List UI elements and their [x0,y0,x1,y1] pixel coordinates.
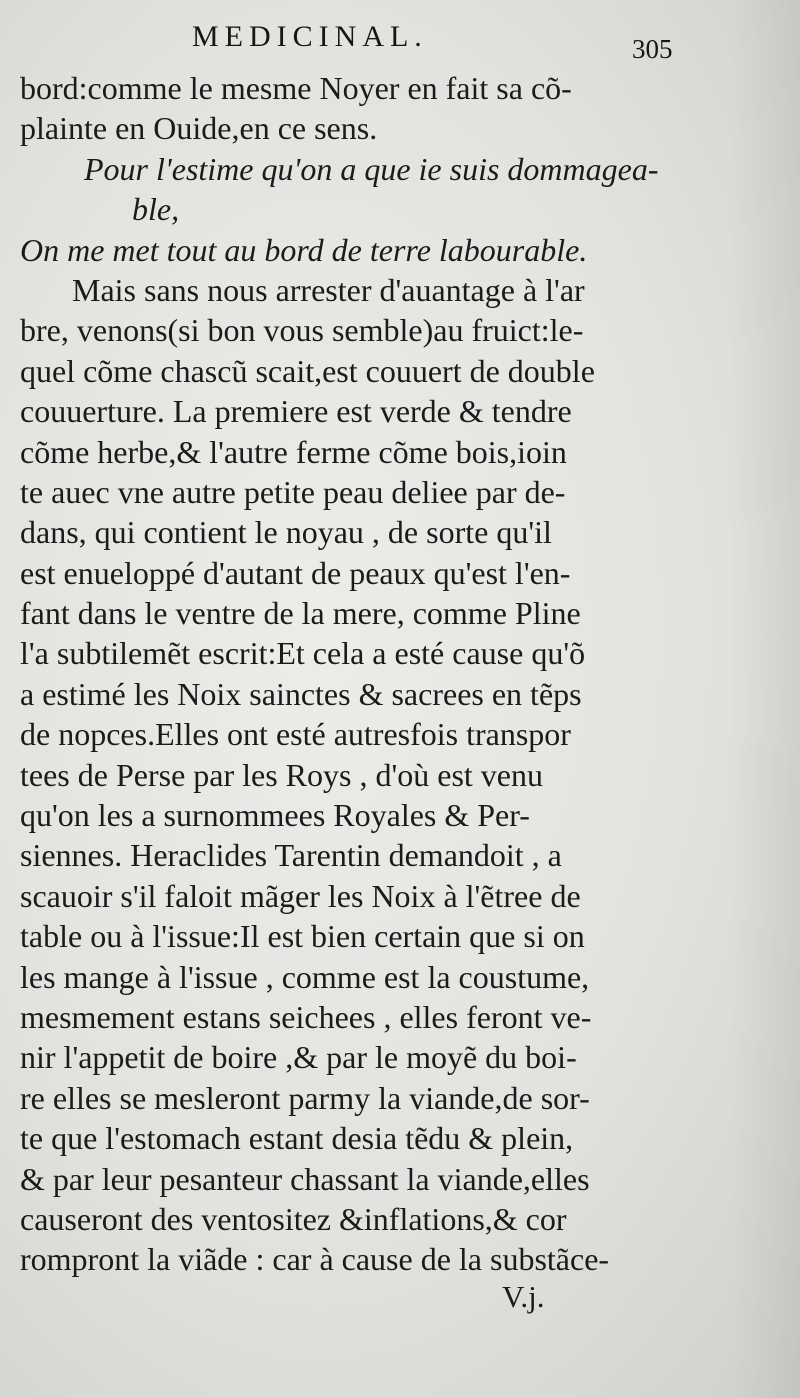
verse-line: Pour l'estime qu'on a que ie suis dommagea- [84,150,659,187]
text-line: l'a subtilemẽt escrit:Et cela a esté cause qu'õ [20,635,586,672]
running-head: MEDICINAL. [192,20,428,53]
text-line: quel cõme chascũ scait,est couuert de double [20,352,595,389]
text-line: scauoir s'il faloit mãger les Noix à l'ẽtree de [20,877,581,914]
text-line: tees de Perse par les Roys , d'où est venu [20,756,543,793]
text-line: les mange à l'issue , comme est la coustume, [20,958,590,995]
text-line: nir l'appetit de boire ,& par le moyẽ du boi- [20,1039,577,1076]
text-line: fant dans le ventre de la mere, comme Pline [20,595,581,632]
text-line: de nopces.Elles ont esté autresfois transpor [20,716,571,753]
text-line: dans, qui contient le noyau , de sorte qu'il [20,514,552,551]
text-block [20,68,680,1280]
text-line: Mais sans nous arrester d'auantage à l'ar [72,271,585,308]
page-number: 305 [632,34,673,64]
text-line: te que l'estomach estant desia tẽdu & plein, [20,1120,574,1157]
page-header [0,18,800,66]
page-shadow [730,0,800,1398]
text-line: couuerture. La premiere est verde & tendre [20,393,572,430]
text-line: causeront des ventositez &inflations,& cor [20,1200,567,1237]
verse-line: On me met tout au bord de terre labourable. [20,231,588,268]
text-line: mesmement estans seichees , elles feront ve- [20,998,592,1035]
text-line: bord:comme le mesme Noyer en fait sa cõ- [20,70,572,106]
text-line: siennes. Heraclides Tarentin demandoit , a [20,837,562,874]
text-line: & par leur pesanteur chassant la viande,elles [20,1160,590,1197]
text-line: est enueloppé d'autant de peaux qu'est l'en- [20,554,571,591]
verse-line: ble, [132,191,180,228]
text-line: rompront la viãde : car à cause de la substãce- [20,1241,610,1278]
text-line: re elles se mesleront parmy la viande,de sor- [20,1079,590,1116]
signature-mark: V.j. [502,1279,545,1314]
text-line: a estimé les Noix sainctes & sacrees en tẽps [20,675,582,712]
text-line: table ou à l'issue:Il est bien certain que si on [20,918,585,955]
text-line: te auec vne autre petite peau deliee par de- [20,473,566,510]
text-line: bre, venons(si bon vous semble)au fruict:le- [20,312,584,349]
text-line: plainte en Ouide,en ce sens. [20,110,378,147]
text-line: cõme herbe,& l'autre ferme cõme bois,ioin [20,433,567,470]
text-line: qu'on les a surnommees Royales & Per- [20,797,530,834]
